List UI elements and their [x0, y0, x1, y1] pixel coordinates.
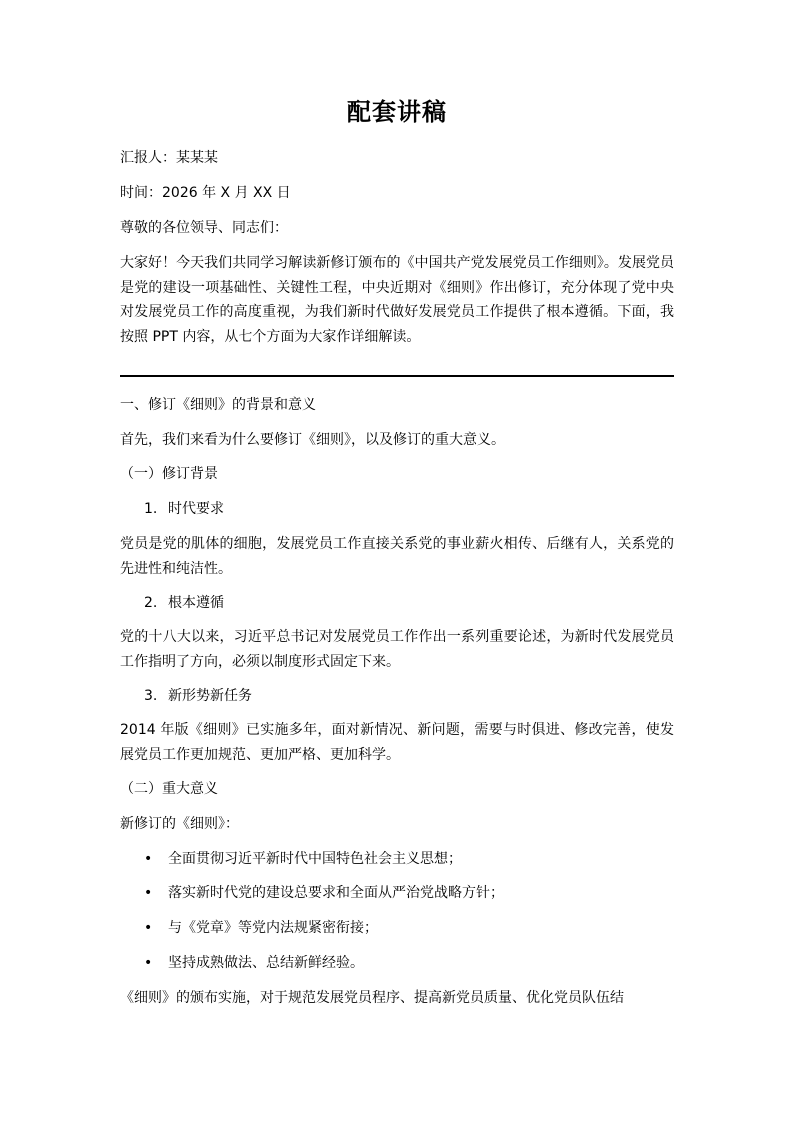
reporter-line: 汇报人：某某某	[120, 150, 218, 166]
item-title: 新形势新任务	[168, 688, 252, 704]
item-number: 1.	[144, 501, 158, 517]
item-number: 2.	[144, 595, 158, 611]
bullet-item-3	[144, 916, 378, 940]
numbered-item-1	[144, 497, 224, 521]
section-divider	[120, 375, 674, 377]
document-page	[120, 0, 674, 1123]
significance-closing: 《细则》的颁布实施，对于规范发展党员程序、提高新党员质量、优化党员队伍结	[120, 990, 624, 1006]
numbered-item-2	[144, 591, 224, 615]
bullet-item-2	[144, 881, 504, 905]
bullet-text: 落实新时代党的建设总要求和全面从严治党战略方针；	[168, 885, 504, 901]
significance-lead: 新修订的《细则》：	[120, 816, 239, 832]
bullet-item-1	[144, 847, 462, 871]
item-number: 3.	[144, 688, 158, 704]
bullet-text: 坚持成熟做法、总结新鲜经验。	[168, 955, 364, 971]
bullet-dot-icon: •	[144, 920, 153, 936]
item-3-body: 2014 年版《细则》已实施多年，面对新情况、新问题，需要与时俱进、修改完善，使发展党员工作更加规范、更加严格、更加科学。	[120, 722, 674, 763]
section1-heading: 一、修订《细则》的背景和意义	[120, 397, 316, 413]
bullet-text: 全面贯彻习近平新时代中国特色社会主义思想；	[168, 851, 462, 867]
bullet-item-4	[144, 951, 364, 975]
intro-paragraph: 大家好！今天我们共同学习解读新修订颁布的《中国共产党发展党员工作细则》。发展党员是党的建设一项基础性、关键性工程，中央近期对《细则》作出修订，充分体现了党中央对发展党员工作的高度重视，为我们新时代做好发展党员工作提供了根本遵循。下面，我按照 PPT 内容，从七个方面为大家作详细解读。	[120, 255, 674, 345]
time-line: 时间：2026 年 X 月 XX 日	[120, 185, 291, 201]
item-title: 根本遵循	[168, 595, 224, 611]
bullet-dot-icon: •	[144, 885, 153, 901]
bullet-dot-icon: •	[144, 955, 153, 971]
salutation: 尊敬的各位领导、同志们：	[120, 220, 288, 236]
bullet-dot-icon: •	[144, 851, 153, 867]
item-title: 时代要求	[168, 501, 224, 517]
section1-lead: 首先，我们来看为什么要修订《细则》，以及修订的重大意义。	[120, 432, 505, 448]
document-title: 配套讲稿	[347, 98, 447, 126]
numbered-item-3	[144, 684, 252, 708]
bullet-text: 与《党章》等党内法规紧密衔接；	[168, 920, 378, 936]
item-2-body: 党的十八大以来，习近平总书记对发展党员工作作出一系列重要论述，为新时代发展党员工作指明了方向，必须以制度形式固定下来。	[120, 629, 674, 670]
subsection-background-heading: （一）修订背景	[120, 466, 218, 482]
item-1-body: 党员是党的肌体的细胞，发展党员工作直接关系党的事业薪火相传、后继有人，关系党的先进性和纯洁性。	[120, 536, 674, 577]
subsection-significance-heading: （二）重大意义	[120, 781, 218, 797]
